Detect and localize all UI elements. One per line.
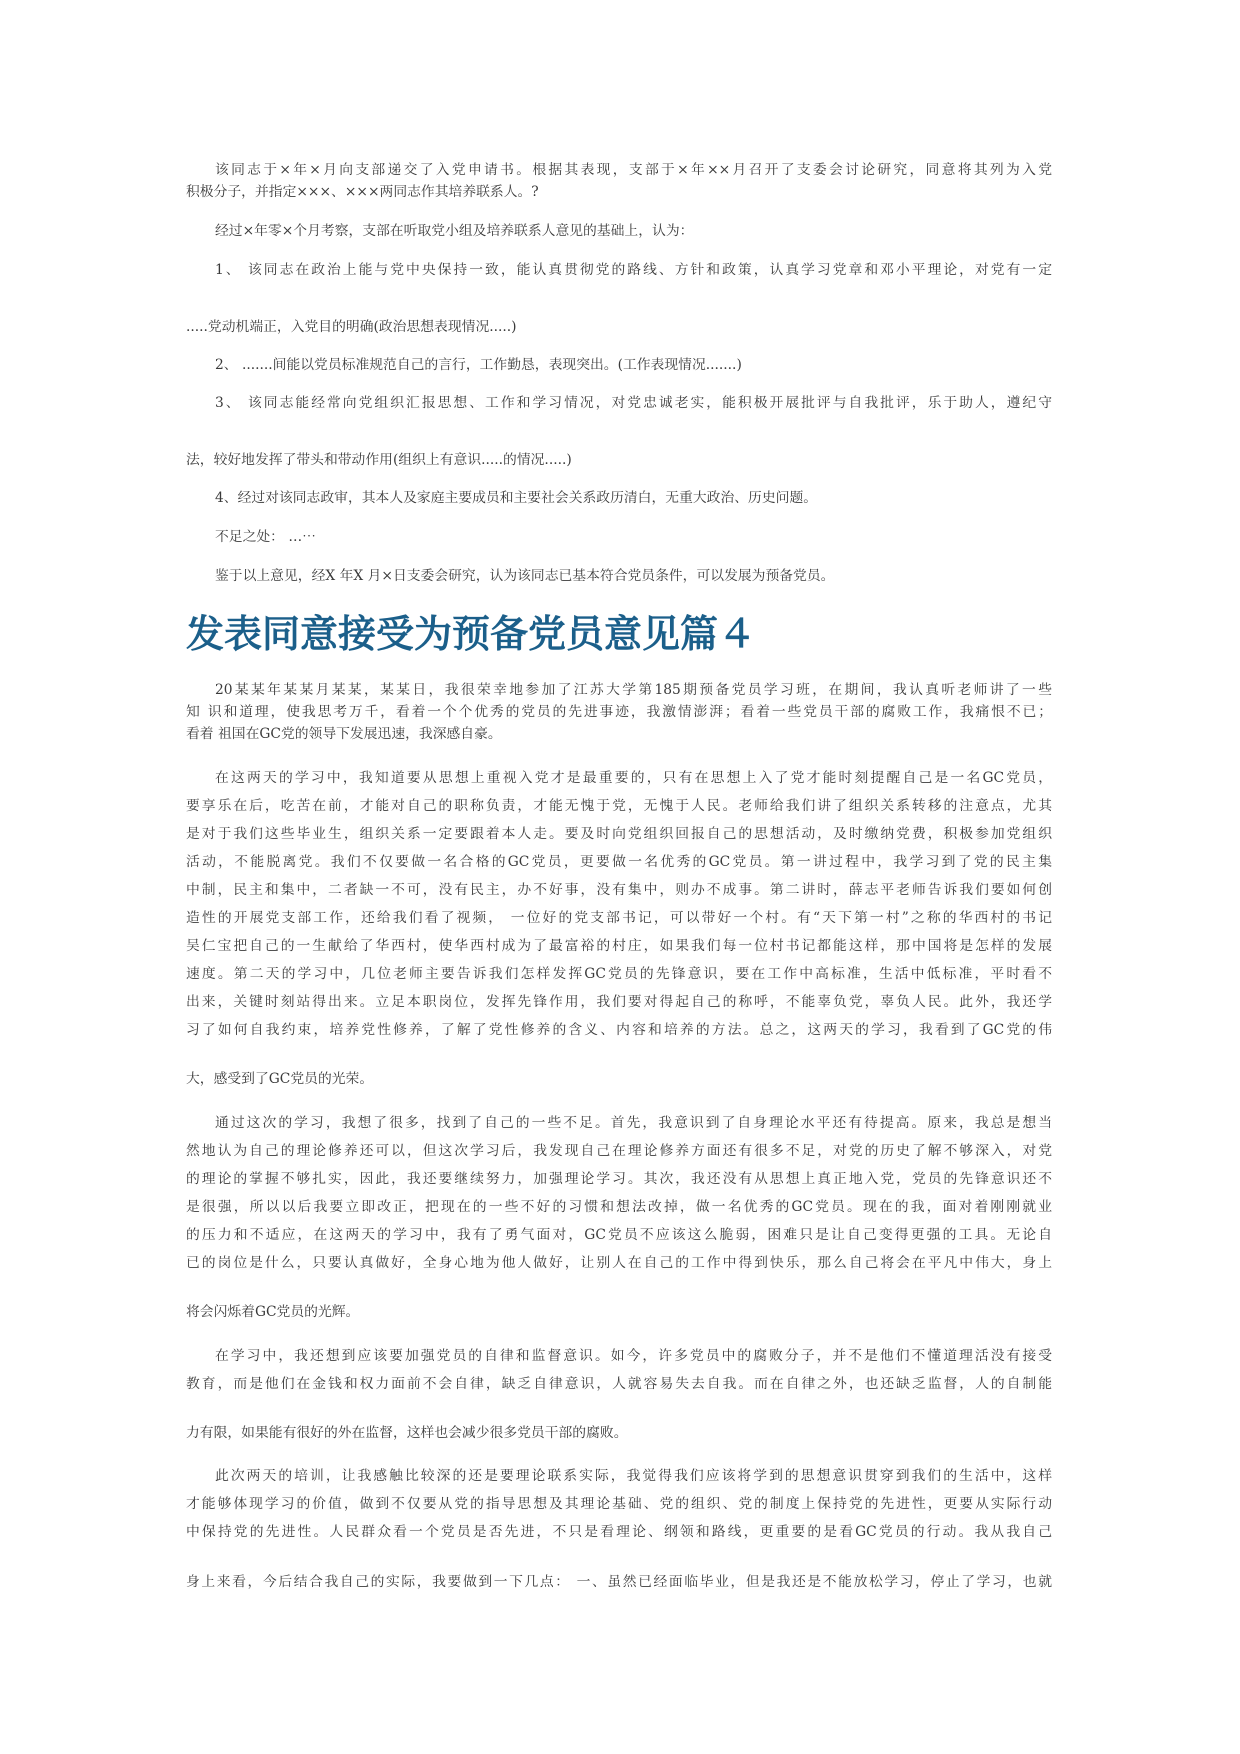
text-line: 中保持党的先进性。人民群众看一个党员是否先进，不只是看理论、纲领和路线，更重要的是看GC党员的行动。我从我自己 [186,1524,1052,1540]
section-heading: 发表同意接受为预备党员意见篇４ [186,611,757,656]
text-line: 造性的开展党支部工作，还给我们看了视频， 一位好的党支部书记，可以带好一个村。有“天下第一村”之称的华西村的书记 [186,910,1052,926]
text-line: 身上来看，今后结合我自己的实际，我要做到一下几点： 一、虽然已经面临毕业，但是我还是不能放松学习，停止了学习，也就 [186,1574,1052,1590]
text-line: 已的岗位是什么，只要认真做好，全身心地为他人做好，让别人在自己的工作中得到快乐，那么自己将会在平凡中伟大，身上 [186,1255,1052,1271]
text-line: 才能够体现学习的价值，做到不仅要从党的指导思想及其理论基础、党的组织、党的制度上保持党的先进性，更要从实际行动 [186,1496,1052,1512]
text-line: 是很强，所以以后我要立即改正，把现在的一些不好的习惯和想法改掉，做一名优秀的GC党员。现在的我，面对着刚刚就业 [186,1199,1052,1215]
text-line: 是对于我们这些毕业生，组织关系一定要跟着本人走。要及时向党组织回报自己的思想活动，及时缴纳党费，积极参加党组织 [186,826,1052,842]
text-line: 速度。第二天的学习中，几位老师主要告诉我们怎样发挥GC党员的先锋意识，要在工作中高标准，生活中低标准，平时看不 [186,966,1052,982]
text-line: 看着 祖国在GC党的领导下发展迅速，我深感自豪。 [186,726,502,742]
list-item-4: 4、经过对该同志政审，其本人及家庭主要成员和主要社会关系政历清白，无重大政治、历史问题。 [215,490,818,506]
text-line: 然地认为自己的理论修养还可以，但这次学习后，我发现自己在理论修养方面还有很多不足，对党的历史了解不够深入，对党 [186,1143,1052,1159]
text-line: 积极分子，并指定×××、×××两同志作其培养联系人。? [186,184,539,200]
text-line: 活动，不能脱离党。我们不仅要做一名合格的GC党员，更要做一名优秀的GC党员。第一讲过程中，我学习到了党的民主集 [186,854,1052,870]
list-item-3: 3、 该同志能经常向党组织汇报思想、工作和学习情况，对党忠诚老实，能积极开展批评与自我批评，乐于助人，遵纪守 [215,395,1052,411]
text-line: 此次两天的培训，让我感触比较深的还是要理论联系实际，我觉得我们应该将学到的思想意识贯穿到我们的生活中，这样 [215,1468,1052,1484]
text-line: 习了如何自我约束，培养党性修养，了解了党性修养的含义、内容和培养的方法。总之，这两天的学习，我看到了GC党的伟 [186,1022,1052,1038]
text-line: 将会闪烁着GC党员的光辉。 [186,1304,360,1320]
text-line: 大，感受到了GC党员的光荣。 [186,1071,374,1087]
text-line: 吴仁宝把自己的一生献给了华西村，使华西村成为了最富裕的村庄，如果我们每一位村书记都能这样，那中国将是怎样的发展 [186,938,1052,954]
text-line: 在这两天的学习中，我知道要从思想上重视入党才是最重要的，只有在思想上入了党才能时刻提醒自己是一名GC党员， [215,770,1052,786]
text-line: 法，较好地发挥了带头和带动作用(组织上有意识.....的情况.....) [186,452,572,468]
list-item-2: 2、 .......间能以党员标准规范自己的言行，工作勤恳，表现突出。(工作表现情况.......) [215,357,742,373]
text-line: 20某某年某某月某某，某某日，我很荣幸地参加了江苏大学第185期预备党员学习班，在期间，我认真听老师讲了一些 [215,682,1052,698]
list-item-1: 1、 该同志在政治上能与党中央保持一致，能认真贯彻党的路线、方针和政策，认真学习党章和邓小平理论，对党有一定 [215,262,1052,278]
text-line: 要享乐在后，吃苦在前，才能对自己的职称负责，才能无愧于党，无愧于人民。老师给我们讲了组织关系转移的注意点，尤其 [186,798,1052,814]
conclusion-line: 鉴于以上意见，经X 年X 月×日支委会研究，认为该同志已基本符合党员条件，可以发展为预备党员。 [215,568,835,584]
shortcomings-line: 不足之处： …⋯ [215,529,316,545]
text-line: .....党动机端正，入党目的明确(政治思想表现情况.....) [186,319,517,335]
text-line: 通过这次的学习，我想了很多，找到了自己的一些不足。首先，我意识到了自身理论水平还有待提高。原来，我总是想当 [215,1115,1052,1131]
text-line: 的理论的掌握不够扎实，因此，我还要继续努力，加强理论学习。其次，我还没有从思想上真正地入党，党员的先锋意识还不 [186,1171,1052,1187]
text-line: 中制，民主和集中，二者缺一不可，没有民主，办不好事，没有集中，则办不成事。第二讲时，薛志平老师告诉我们要如何创 [186,882,1052,898]
text-line: 教育，而是他们在金钱和权力面前不会自律，缺乏自律意识，人就容易失去自我。而在自律之外，也还缺乏监督，人的自制能 [186,1376,1052,1392]
text-line: 力有限，如果能有很好的外在监督，这样也会减少很多党员干部的腐败。 [186,1425,628,1441]
text-line: 出来，关键时刻站得出来。立足本职岗位，发挥先锋作用，我们要对得起自己的称呼，不能辜负党，辜负人民。此外，我还学 [186,994,1052,1010]
text-line: 在学习中，我还想到应该要加强党员的自律和监督意识。如今，许多党员中的腐败分子，并不是他们不懂道理活没有接受 [215,1348,1052,1364]
text-line: 的压力和不适应，在这两天的学习中，我有了勇气面对，GC党员不应该这么脆弱，困难只是让自己变得更强的工具。无论自 [186,1227,1052,1243]
text-line: 该同志于×年×月向支部递交了入党申请书。根据其表现，支部于×年××月召开了支委会讨论研究，同意将其列为入党 [215,162,1052,178]
text-line: 经过×年零×个月考察，支部在听取党小组及培养联系人意见的基础上，认为： [215,223,694,239]
text-line: 知 识和道理，使我思考万千，看着一个个优秀的党员的先进事迹，我激情澎湃；看着一些党员干部的腐败工作，我痛恨不已； [186,704,1052,720]
